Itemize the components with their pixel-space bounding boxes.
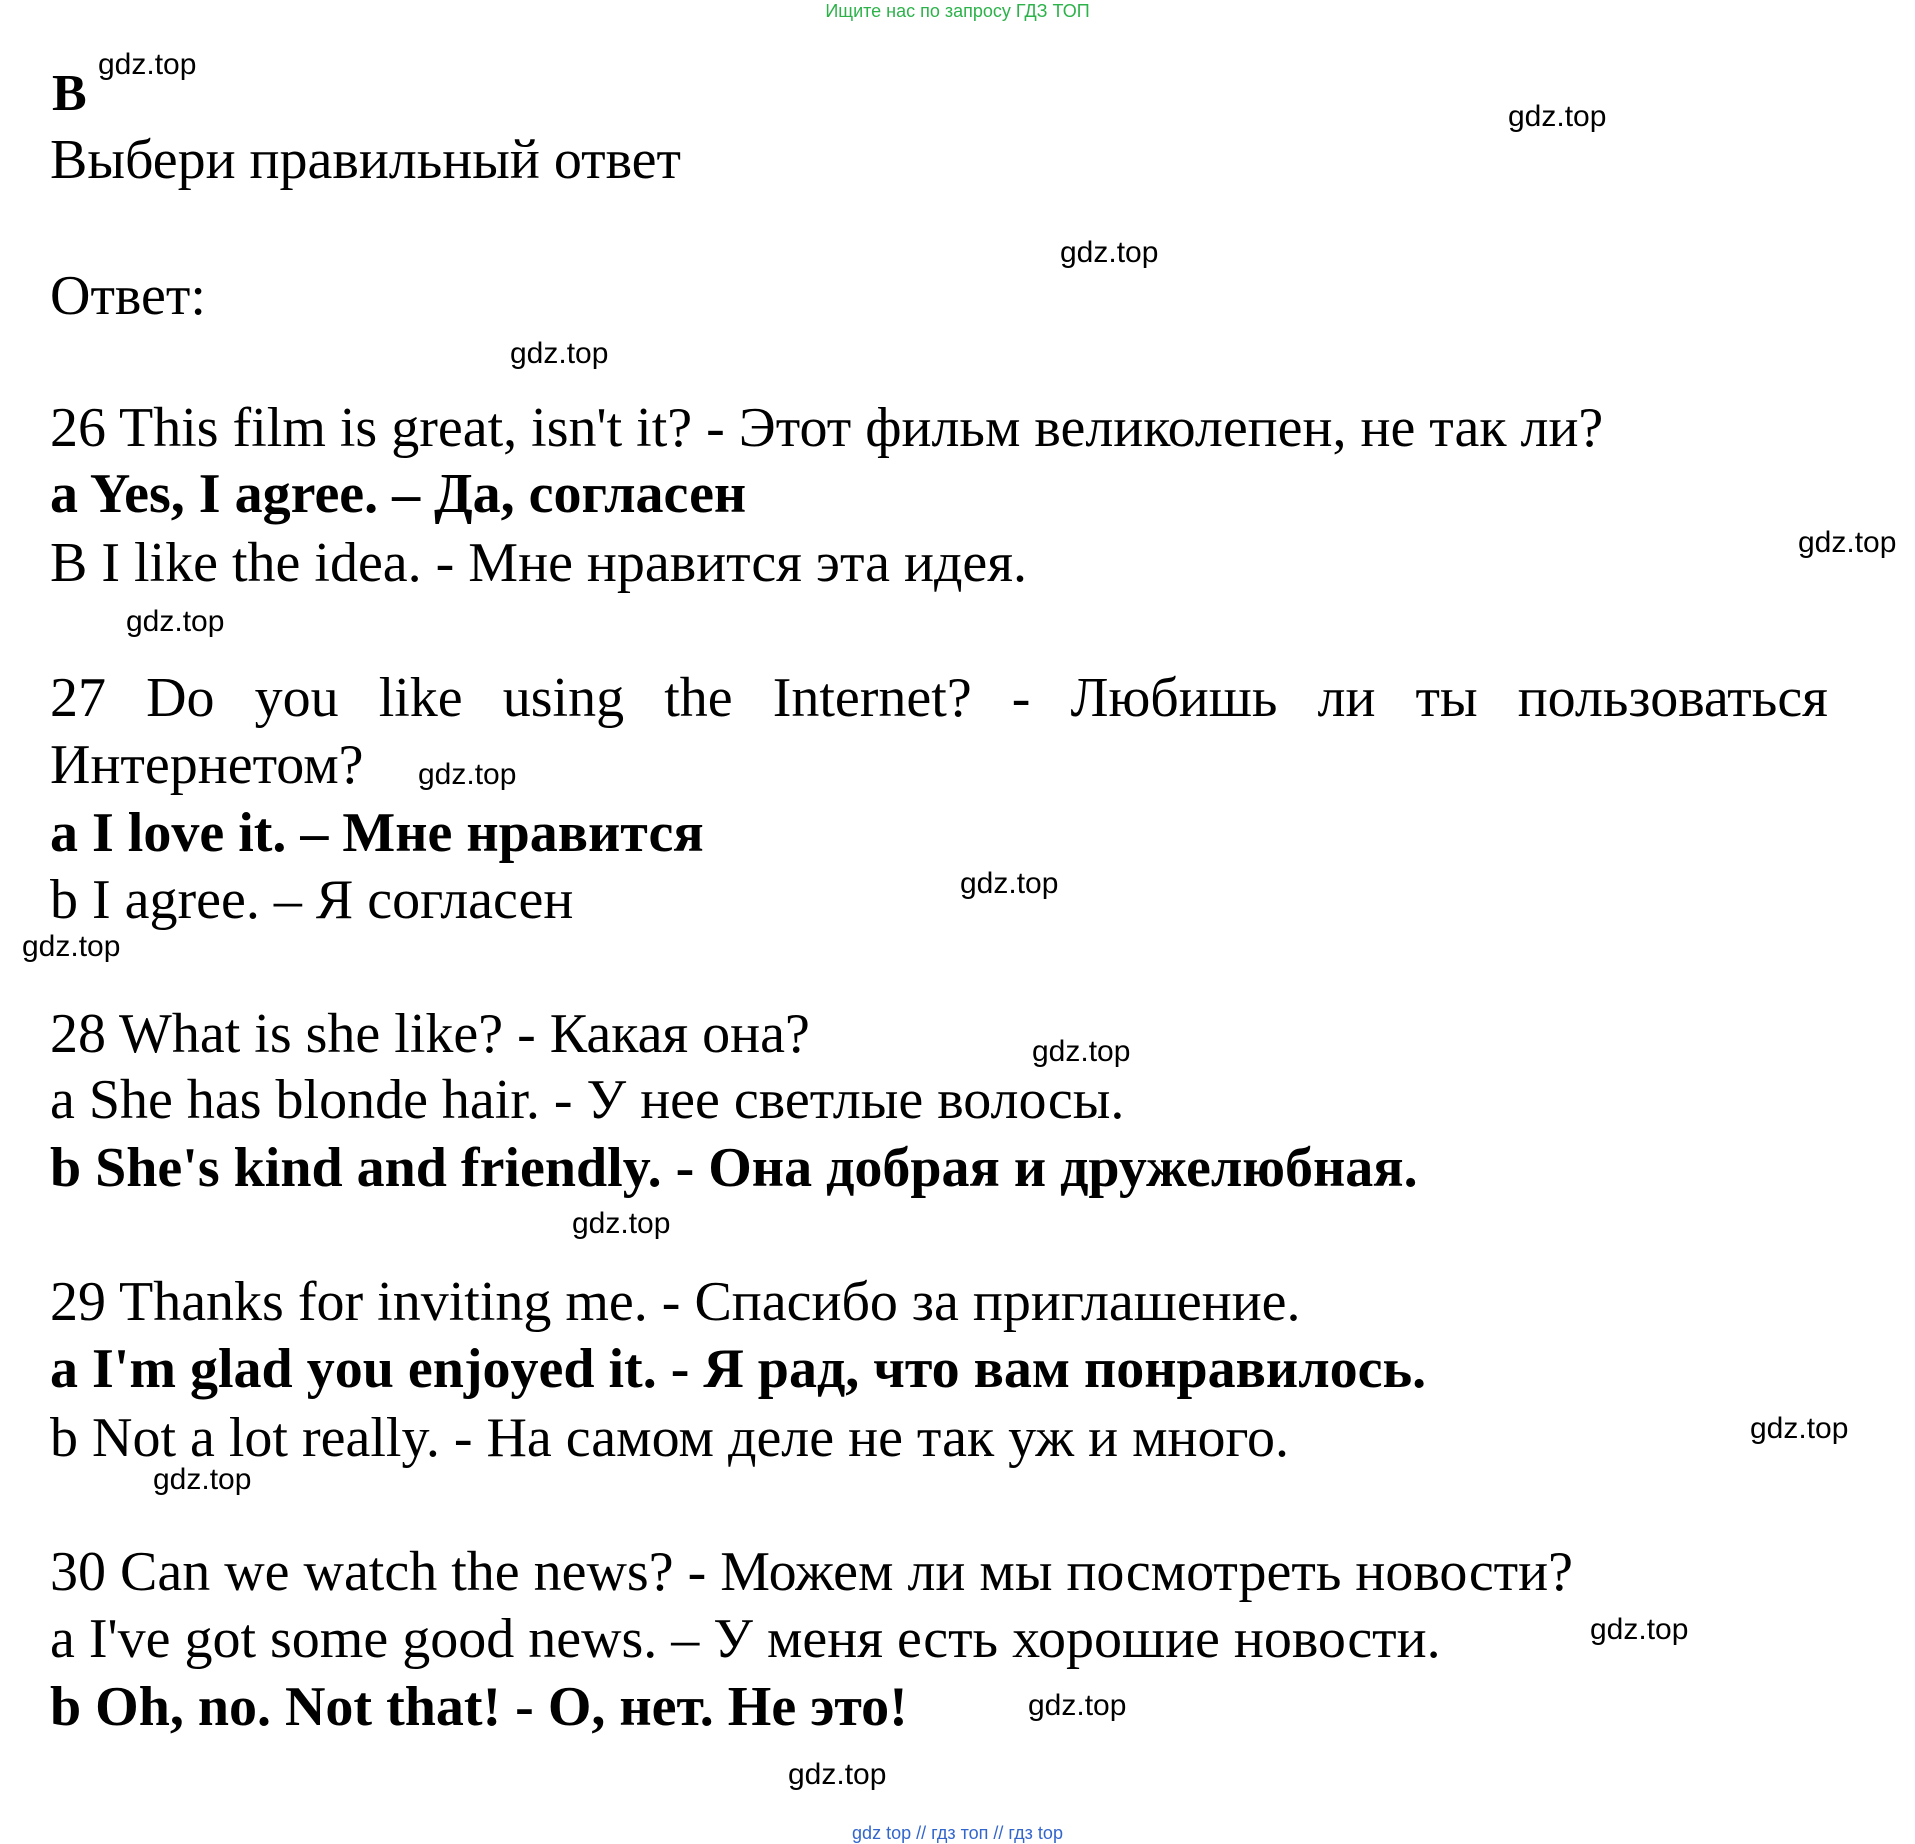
- answer-label: Ответ:: [50, 265, 206, 327]
- q28-question: 28 What is she like? - Какая она?: [50, 1003, 810, 1065]
- q29-question: 29 Thanks for inviting me. - Спасибо за приглашение.: [50, 1271, 1301, 1333]
- footer-links[interactable]: gdz top // гдз топ // гдз top: [852, 1823, 1063, 1843]
- watermark: gdz.top: [510, 337, 609, 370]
- watermark: gdz.top: [1060, 236, 1159, 269]
- instruction: Выбери правильный ответ: [50, 129, 682, 191]
- q27-word: пользоваться: [1517, 667, 1828, 729]
- q27-word: Любишь: [1070, 667, 1278, 729]
- q27-word: you: [254, 667, 339, 729]
- q29-option-a: a I'm glad you enjoyed it. - Я рад, что вам понравилось.: [50, 1338, 1427, 1400]
- q27-word: ли: [1317, 667, 1376, 729]
- q26-question: 26 This film is great, isn't it? - Этот фильм великолепен, не так ли?: [50, 397, 1604, 459]
- watermark: gdz.top: [1508, 100, 1607, 133]
- watermark: gdz.top: [1750, 1412, 1849, 1445]
- watermark: gdz.top: [1032, 1035, 1131, 1068]
- q28-option-b: b She's kind and friendly. - Она добрая и дружелюбная.: [50, 1137, 1418, 1199]
- watermark: gdz.top: [126, 605, 225, 638]
- watermark: gdz.top: [1590, 1613, 1689, 1646]
- q27-word: Internet?: [772, 667, 972, 729]
- q28-option-a: a She has blonde hair. - У нее светлые волосы.: [50, 1069, 1125, 1131]
- q27-question-line2: Интернетом?: [50, 734, 364, 796]
- q27-question-line1: [50, 667, 1828, 729]
- section-letter: B: [52, 65, 87, 122]
- q26-option-a: a Yes, I agree. – Да, согласен: [50, 463, 747, 525]
- watermark: gdz.top: [1028, 1689, 1127, 1722]
- q27-word: 27: [50, 667, 106, 729]
- watermark: gdz.top: [22, 930, 121, 963]
- watermark: gdz.top: [98, 48, 197, 81]
- watermark: gdz.top: [1798, 526, 1897, 559]
- q27-word: ты: [1415, 667, 1478, 729]
- q27-word: the: [664, 667, 733, 729]
- q30-option-a: a I've got some good news. – У меня есть хорошие новости.: [50, 1608, 1441, 1670]
- watermark: gdz.top: [572, 1207, 671, 1240]
- watermark: gdz.top: [418, 758, 517, 791]
- q27-option-b: b I agree. – Я согласен: [50, 869, 574, 931]
- q26-option-b: B I like the idea. - Мне нравится эта идея.: [50, 532, 1028, 594]
- q27-option-a: a I love it. – Мне нравится: [50, 802, 704, 864]
- q27-word: -: [1011, 667, 1031, 729]
- q30-question: 30 Can we watch the news? - Можем ли мы посмотреть новости?: [50, 1541, 1573, 1603]
- q30-option-b: b Oh, no. Not that! - О, нет. Не это!: [50, 1676, 908, 1738]
- watermark: gdz.top: [960, 867, 1059, 900]
- q27-word: like: [378, 667, 463, 729]
- q27-word: using: [502, 667, 625, 729]
- q27-word: Do: [146, 667, 215, 729]
- q29-option-b: b Not a lot really. - На самом деле не так уж и много.: [50, 1407, 1290, 1469]
- watermark: gdz.top: [153, 1463, 252, 1496]
- top-banner: Ищите нас по запросу ГДЗ ТОП: [825, 1, 1090, 21]
- watermark: gdz.top: [788, 1758, 887, 1791]
